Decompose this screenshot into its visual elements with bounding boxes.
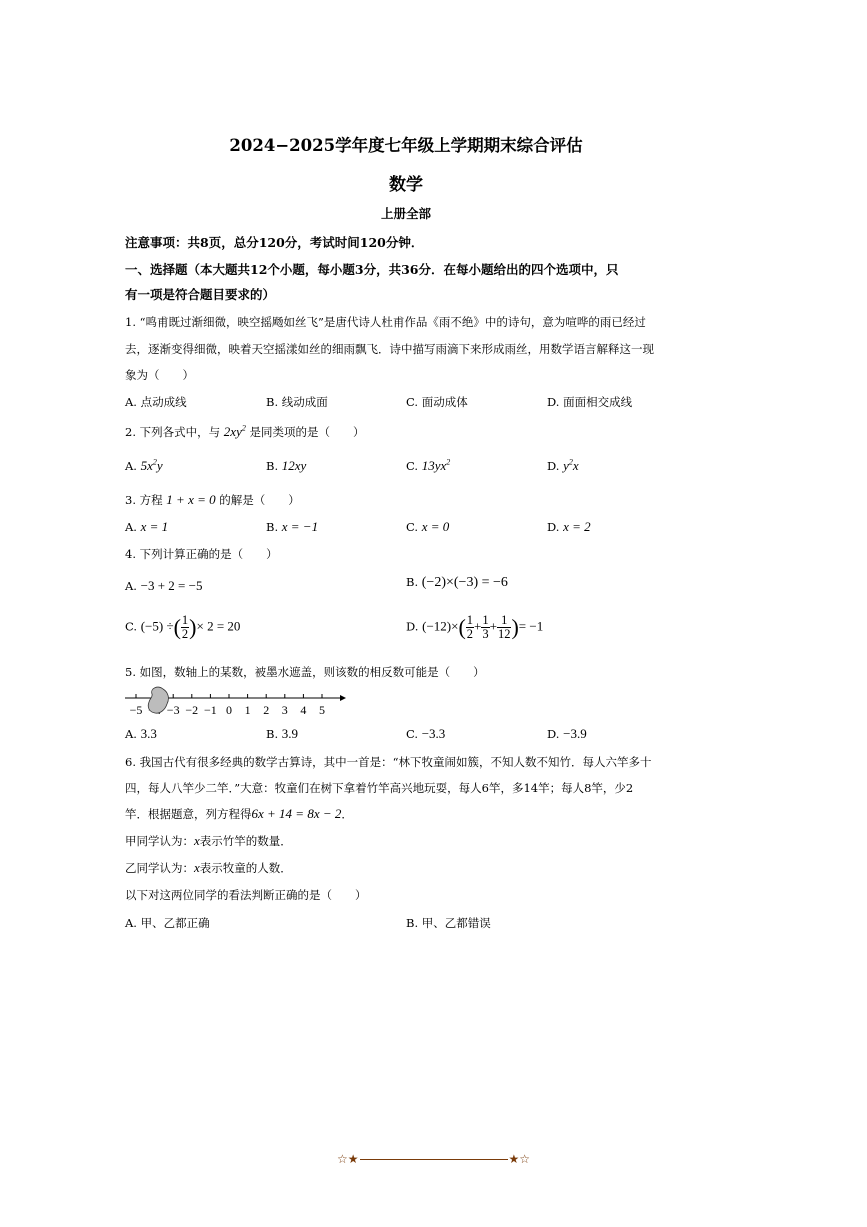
q2-option-c: C. $13yx^2$ xyxy=(406,457,451,473)
q4-stem: 4. 下列计算正确的是（ ） xyxy=(125,547,278,561)
number-line-tick-label: −2 xyxy=(185,703,199,717)
q2-option-b: B. 12xy xyxy=(266,458,307,473)
q6-option-a: A. 甲、乙都正确 xyxy=(125,916,210,930)
q4-option-c: C. (−5) ÷( $\frac{1}{2}$ )× 2 = 20 xyxy=(125,613,241,642)
number-line-tick-label: 4 xyxy=(300,703,307,717)
number-line-tick-label: 0 xyxy=(226,703,232,717)
q5-stem: 5. 如图，数轴上的某数，被墨水遮盖，则该数的相反数可能是（ ） xyxy=(125,665,485,679)
number-line-arrow-icon xyxy=(340,695,346,701)
q6-stem-line2: 四，每人八竿少二竿．”大意：牧童们在树下拿着竹竿高兴地玩耍，每人6竿，多14竿；每人8竿，少2 xyxy=(125,781,634,795)
number-line-tick-label: 1 xyxy=(244,703,251,717)
q5-option-b: B. 3.9 xyxy=(266,726,299,741)
q2-option-a: A. $5x^2y$ xyxy=(125,457,163,473)
q2-term: $2xy^2$ xyxy=(223,423,246,439)
q6-stem-line1: 6. 我国古代有很多经典的数学古算诗，其中一首是：“林下牧童闹如簇，不知人数不知竹．每人六竿多十 xyxy=(125,755,652,769)
exam-notice: 注意事项：共8页，总分120分，考试时间120分钟． xyxy=(125,235,424,250)
q4-option-b: B. (−2)×(−3) = −6 xyxy=(406,575,508,590)
q6-stem-line3: 竿．根据题意，列方程得6x + 14 = 8x − 2． xyxy=(125,806,353,821)
q1-option-a: A. 点动成线 xyxy=(125,395,187,409)
ink-blot-icon xyxy=(148,687,168,713)
q6-student-jia: 甲同学认为：x表示竹竿的数量． xyxy=(125,833,292,848)
number-line-tick-label: 5 xyxy=(319,703,325,717)
number-line-tick-label: 2 xyxy=(263,703,270,717)
number-line-tick-label: 3 xyxy=(281,703,288,717)
q3-option-a: A. x = 1 xyxy=(125,519,169,534)
q2-prefix: 2. 下列各式中，与 xyxy=(125,425,221,439)
q3-option-c: C. x = 0 xyxy=(406,519,450,534)
q3-option-d: D. x = 2 xyxy=(547,519,591,534)
q5-option-a: A. 3.3 xyxy=(125,726,157,741)
q2-suffix: 是同类项的是（ ） xyxy=(249,425,365,439)
exam-subject: 数学 xyxy=(389,175,423,195)
q4-option-d: D. (−12)×( $\frac{1}{2}$ + $\frac{1}{3}$ + $\frac{1}{12}$ )= −1 xyxy=(406,613,544,642)
q3-equation: 1 + x = 0 xyxy=(166,492,216,507)
number-line-tick-label: −5 xyxy=(129,703,143,717)
number-line-tick-label: −1 xyxy=(204,703,217,717)
exam-scope: 上册全部 xyxy=(380,206,431,221)
q1-stem-line2: 去，逐渐变得细微，映着天空摇漾如丝的细雨飘飞．诗中描写雨滴下来形成雨丝，用数学语言解释这一现 xyxy=(125,342,654,356)
section-heading-line2: 有一项是符合题目要求的） xyxy=(125,287,276,302)
q3-option-b: B. x = −1 xyxy=(266,519,319,534)
q5-option-d: D. −3.9 xyxy=(547,726,587,741)
section-heading-line1: 一、选择题（本大题共12个小题，每小题3分，共36分．在每小题给出的四个选项中，只 xyxy=(125,262,619,277)
q5-option-c: C. −3.3 xyxy=(406,726,446,741)
q2-stem xyxy=(125,424,365,440)
page-footer-ornament xyxy=(0,1152,867,1166)
q1-option-b: B. 线动成面 xyxy=(266,395,328,409)
q1-option-c: C. 面动成体 xyxy=(406,395,468,409)
footer-stars-left-icon: ☆★ xyxy=(336,1152,359,1166)
footer-stars-right-icon: ★☆ xyxy=(508,1152,531,1166)
q1-option-d: D. 面面相交成线 xyxy=(547,395,633,409)
q1-stem-line3: 象为（ ） xyxy=(125,368,194,382)
q2-option-d: D. $y^2x$ xyxy=(547,457,579,473)
q3-stem: 3. 方程 1 + x = 0 的解是（ ） xyxy=(125,492,300,507)
q6-ask: 以下对这两位同学的看法判断正确的是（ ） xyxy=(125,888,367,902)
footer-divider xyxy=(360,1159,508,1160)
exam-title: 2024−2025学年度七年级上学期期末综合评估 xyxy=(229,136,583,155)
q6-student-yi: 乙同学认为：x表示牧童的人数． xyxy=(125,860,292,875)
q1-stem-line1: 1. “鸣甫既过渐细微，映空摇飏如丝飞”是唐代诗人杜甫作品《雨不绝》中的诗句，意为喧哗的雨已经过 xyxy=(125,315,646,329)
number-line-figure xyxy=(122,686,348,722)
q4-option-a: A. −3 + 2 = −5 xyxy=(125,578,203,593)
q6-equation: 6x + 14 = 8x − 2 xyxy=(251,806,342,821)
q6-option-b: B. 甲、乙都错误 xyxy=(406,916,491,930)
number-line-tick-label: −3 xyxy=(166,703,180,717)
